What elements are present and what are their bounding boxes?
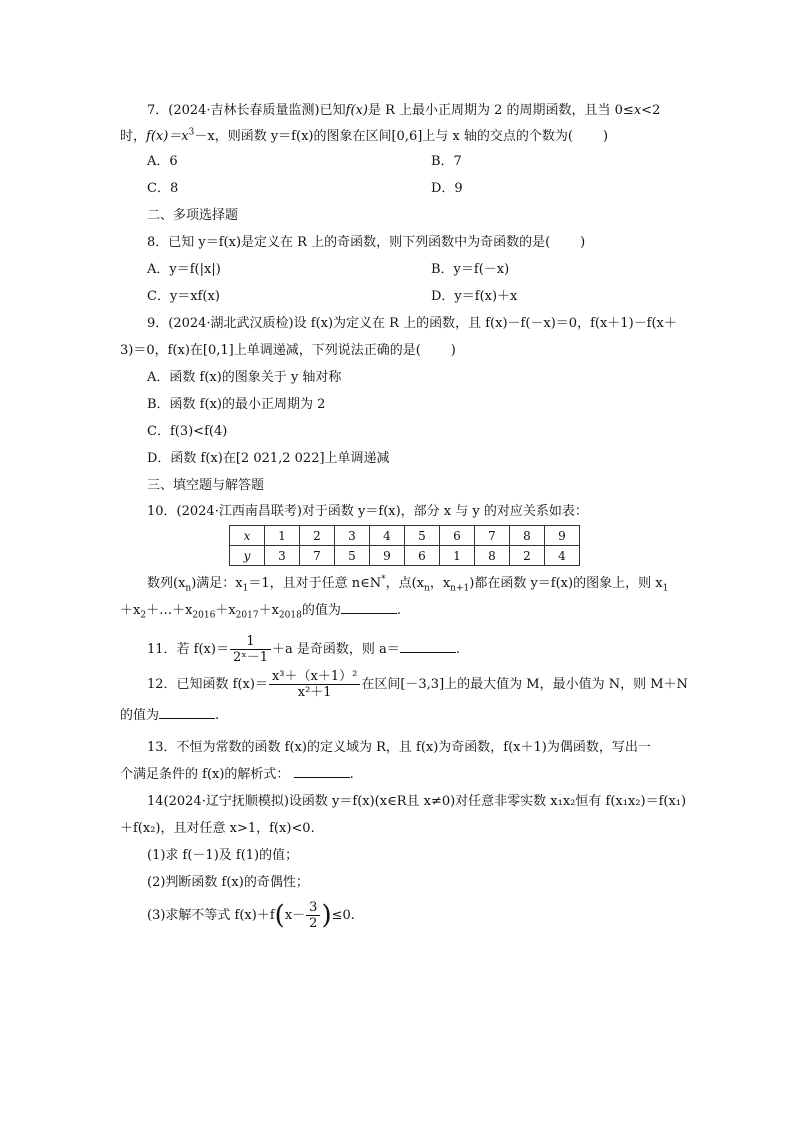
table-cell: 6: [405, 546, 440, 566]
table-cell: 5: [335, 546, 370, 566]
q13-line1: 13．不恒为常数的函数 f(x)的定义域为 R，且 f(x)为奇函数，f(x＋1)为偶函数，写出一: [147, 740, 651, 755]
table-cell: 5: [405, 526, 440, 546]
q10-value-table: [229, 525, 580, 566]
q7-line2: 时，$f(x)=x^3-x$，则函数 y＝f(x)的图象在区间[0,6]上与 x 轴的交点的个数为( ): [120, 127, 609, 144]
q9-option-d: D．函数 f(x)在[2 021,2 022]上单调递减: [147, 451, 390, 466]
q7-option-c: C．8: [147, 181, 179, 196]
table-cell: 2: [300, 526, 335, 546]
q13-line2: 个满足条件的 f(x)的解析式： .: [120, 767, 354, 782]
q10-stem: 10．(2024·江西南昌联考)对于函数 y＝f(x)，部分 x 与 y 的对应关系如表：: [147, 504, 588, 519]
table-cell: 6: [440, 526, 475, 546]
q8-option-b: B．y＝f(－x): [431, 262, 510, 277]
section-heading-fill-and-solve: 三、填空题与解答题: [147, 478, 265, 493]
q7-option-a: A．6: [147, 154, 178, 169]
q8-stem: 8．已知 y＝f(x)是定义在 R 上的奇函数，则下列函数中为奇函数的是( ): [147, 235, 586, 250]
q11-line: 11．若 f(x)＝ $\frac{1}{\text{2ˣ－1}}$ ＋a 是奇函数，则 a＝ .: [147, 634, 460, 665]
table-cell: 9: [545, 526, 580, 546]
table-cell: 3: [335, 526, 370, 546]
q9-option-a: A．函数 f(x)的图象关于 y 轴对称: [147, 370, 342, 385]
q12-line1: 12．已知函数 f(x)＝ $\frac{\text{x³＋（x＋1）²}}{\text{x²＋1}}$ 在区间[－3,3]上的最大值为 M，最小值为 N，则 M＋N: [147, 669, 688, 700]
table-row-y: [230, 546, 580, 566]
table-cell: 7: [475, 526, 510, 546]
table-cell: 8: [510, 526, 545, 546]
table-cell: 1: [265, 526, 300, 546]
q8-option-d: D．y＝f(x)＋x: [431, 289, 518, 304]
q8-option-c: C．y＝xf(x): [147, 289, 220, 304]
table-header-y: y: [230, 546, 265, 566]
q14-fraction: $\frac{3}{2}$: [306, 900, 320, 931]
q14-sub3: (3)求解不等式 f(x)＋f(x－ $\frac{3}{2}$ )≤0.: [147, 900, 355, 931]
q7-option-d: D．9: [431, 181, 463, 196]
table-cell: 9: [370, 546, 405, 566]
q10-line2: $+x_2+\dots+x_{2016}+x_{2017}+x_{2018}$的值为 .: [120, 603, 401, 621]
q12-fraction: $\frac{\text{x³＋（x＋1）²}}{\text{x²＋1}}$: [269, 669, 360, 700]
table-cell: 4: [370, 526, 405, 546]
q7-line1: 7．(2024·吉林长春质量监测)已知f(x)是 R 上最小正周期为 2 的周期函数，且当 0≤x<2: [147, 103, 661, 118]
answer-blank[interactable]: [341, 601, 397, 614]
q14-line1: 14(2024·辽宁抚顺模拟)设函数 y＝f(x)(x∈R且 x≠0)对任意非零实数 x₁x₂恒有 f(x₁x₂)＝f(x₁): [147, 794, 687, 809]
q14-sub2: (2)判断函数 f(x)的奇偶性；: [147, 875, 309, 890]
table-cell: 3: [265, 546, 300, 566]
q11-fraction: $\frac{1}{\text{2ˣ－1}}$: [230, 634, 271, 665]
answer-blank[interactable]: [294, 765, 350, 778]
q14-line2: ＋f(x₂)，且对任意 x>1，f(x)<0.: [120, 821, 315, 836]
answer-blank[interactable]: [159, 706, 215, 719]
q9-line1: 9．(2024·湖北武汉质检)设 f(x)为定义在 R 上的函数，且 f(x)－f(－x)＝0，f(x＋1)－f(x＋: [147, 316, 677, 331]
q9-option-c: C．f(3)<f(4): [147, 424, 228, 439]
table-cell: 7: [300, 546, 335, 566]
q10-line1: 数列$(x_n)$满足：$x_1=1$，且对于任意 n∈N*，点($x_n$，$x_{n+1}$)都在函数 y＝f(x)的图象上，则 $x_1$: [147, 574, 669, 594]
q12-line2: 的值为 .: [120, 708, 220, 723]
q14-sub1: (1)求 f(－1)及 f(1)的值；: [147, 848, 299, 863]
section-heading-multiple-choice: 二、多项选择题: [147, 208, 239, 223]
answer-blank[interactable]: [400, 640, 456, 653]
table-cell: 8: [475, 546, 510, 566]
table-cell: 1: [440, 546, 475, 566]
table-header-x: x: [230, 526, 265, 546]
q9-option-b: B．函数 f(x)的最小正周期为 2: [147, 397, 326, 412]
q7-option-b: B．7: [431, 154, 462, 169]
q9-line2: 3)＝0，f(x)在[0,1]上单调递减，下列说法正确的是( ): [120, 343, 456, 358]
table-cell: 2: [510, 546, 545, 566]
q8-option-a: A．y＝f(|x|): [147, 262, 221, 277]
table-row-x: [230, 526, 580, 546]
table-cell: 4: [545, 546, 580, 566]
